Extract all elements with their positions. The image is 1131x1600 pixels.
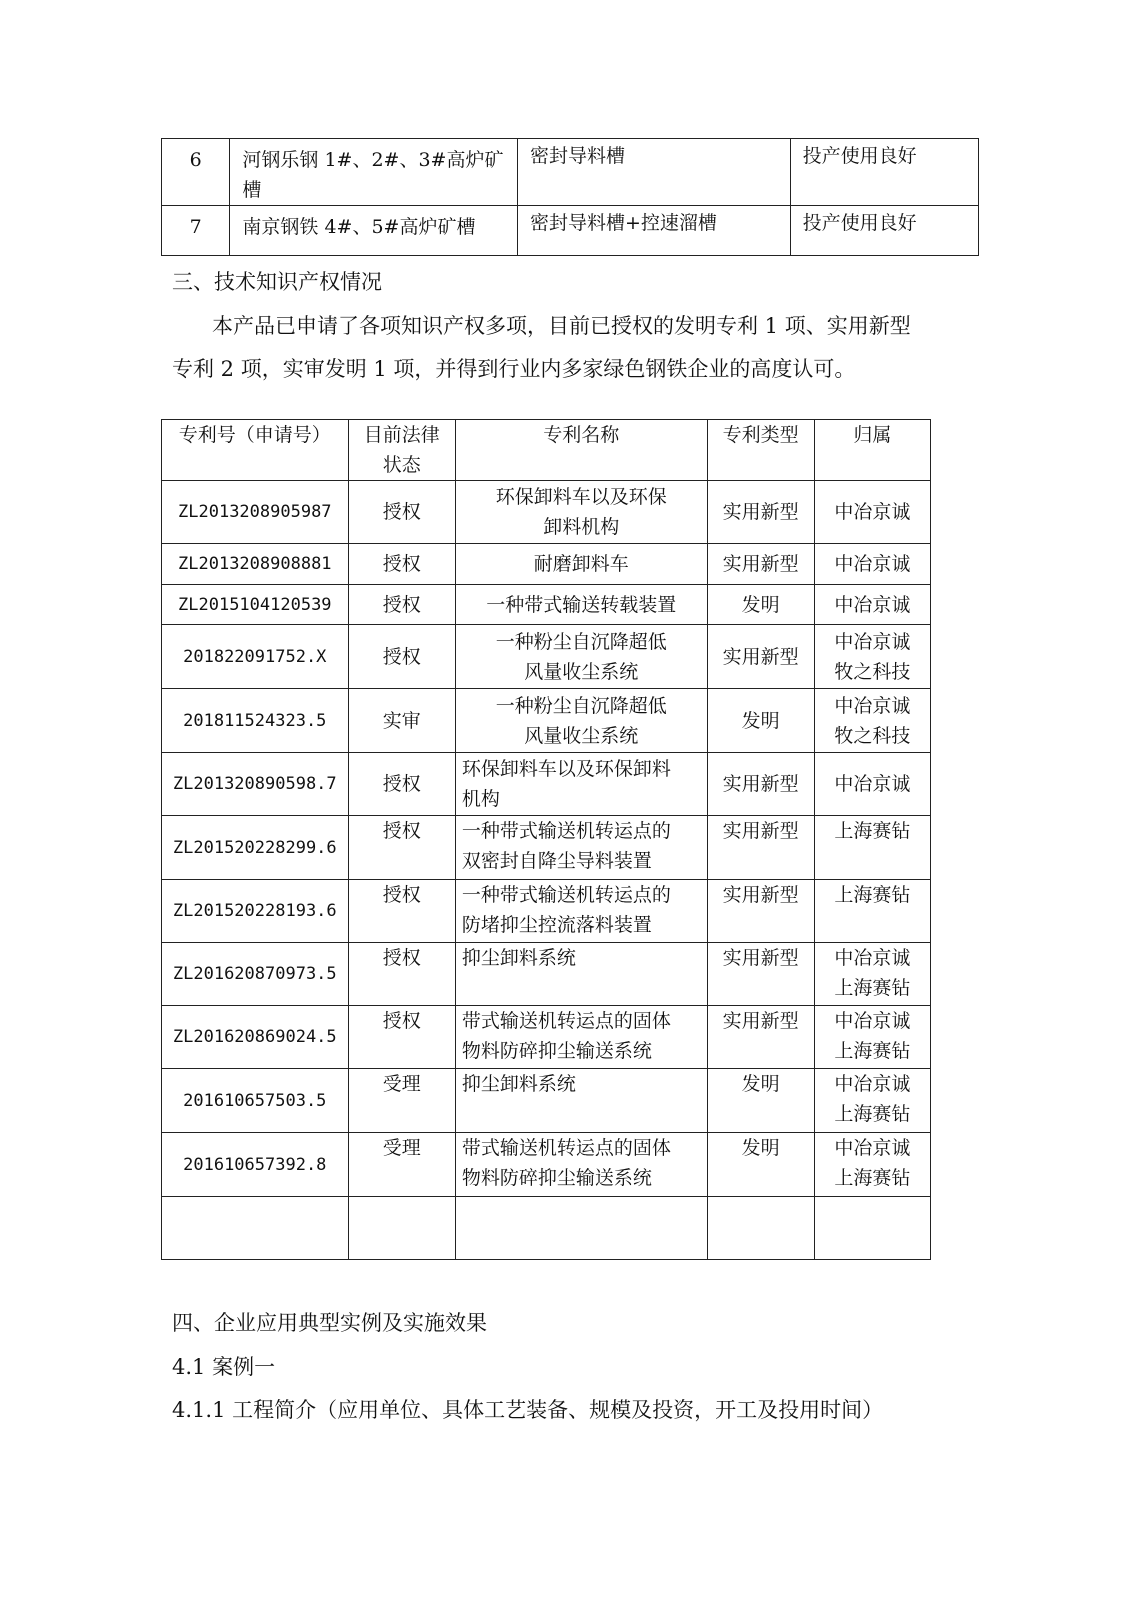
patent-type-cell: [707, 880, 814, 943]
patent-number: 201822091752.X: [183, 646, 327, 667]
section-heading: 四、企业应用典型实例及实施效果: [172, 1311, 487, 1335]
patent-name-cell: [455, 880, 707, 943]
owner-cell: [814, 816, 930, 880]
legal-status-cell: [348, 1133, 455, 1197]
patent-name-cell: [455, 753, 707, 816]
owner-line: 中冶京诚: [834, 694, 911, 717]
header-status: [348, 420, 455, 481]
patent-name-cell: [455, 1069, 707, 1133]
patent-name-line: 机构: [461, 788, 500, 810]
owner-line: 中冶京诚: [834, 1137, 911, 1159]
patent-type: 实用新型: [722, 645, 799, 668]
owner-cell: [814, 481, 930, 544]
legal-status: 受理: [382, 1073, 421, 1095]
owner-cell: [814, 753, 930, 816]
legal-status-cell: [348, 625, 455, 689]
legal-status-cell: [348, 689, 455, 753]
owner-line: 中冶京诚: [834, 773, 911, 795]
patent-number: ZL2013208908881: [178, 554, 332, 574]
patent-name-line: 风量收尘系统: [524, 660, 639, 683]
patent-number-cell: [162, 943, 349, 1006]
owner-cell: [814, 585, 930, 625]
row-number: 6: [162, 139, 230, 206]
patent-type-cell: [707, 816, 814, 880]
owner-cell: [814, 880, 930, 943]
patent-name-line: 物料防碎抑尘输送系统: [461, 1167, 652, 1189]
row-number: 7: [162, 206, 230, 256]
patent-type-cell: [707, 625, 814, 689]
patent-name-line: 一种带式输送转载装置: [486, 593, 677, 616]
paragraph-line: 专利 2 项，实审发明 1 项，并得到行业内多家绿色钢铁企业的高度认可。: [172, 357, 856, 381]
patent-table: [161, 419, 931, 1260]
owner-cell: [814, 625, 930, 689]
legal-status-cell: [348, 1069, 455, 1133]
patent-name-line: 防堵抑尘控流落料装置: [461, 914, 652, 936]
table-row: [162, 689, 931, 753]
owner-line: 中冶京诚: [834, 1073, 911, 1095]
status-cell: 投产使用良好: [790, 139, 978, 206]
patent-number-cell: [162, 689, 349, 753]
patent-number: 201610657392.8: [183, 1154, 327, 1175]
patent-name-cell: [455, 1006, 707, 1069]
owner-cell: [814, 1006, 930, 1069]
patent-name-cell: [455, 1133, 707, 1197]
patent-number: ZL201520228193.6: [172, 901, 337, 921]
owner-line: 上海赛钻: [834, 1103, 911, 1125]
owner-cell: [814, 544, 930, 585]
owner-cell: [814, 943, 930, 1006]
table-row: [162, 943, 931, 1006]
subsection-heading: 4.1.1 工程简介（应用单位、具体工艺装备、规模及投资，开工及投用时间）: [172, 1398, 884, 1422]
patent-name-line: 风量收尘系统: [524, 724, 639, 747]
table-row: [162, 1133, 931, 1197]
patent-name-cell: [455, 585, 707, 625]
status-cell: 投产使用良好: [790, 206, 978, 256]
table-row: [162, 1069, 931, 1133]
patent-number-cell: [162, 1069, 349, 1133]
patent-number: 201610657503.5: [183, 1090, 327, 1111]
patent-name-line: 耐磨卸料车: [533, 553, 629, 575]
table-row: [162, 625, 931, 689]
patent-number-cell: [162, 753, 349, 816]
patent-name-cell: [455, 481, 707, 544]
patent-number: ZL201320890598.7: [172, 774, 337, 794]
legal-status-cell: [348, 585, 455, 625]
empty-cell: [455, 1197, 707, 1260]
legal-status: 授权: [382, 1010, 421, 1032]
patent-number-cell: [162, 585, 349, 625]
legal-status-cell: [348, 1006, 455, 1069]
equipment-cell: 密封导料槽+控速溜槽: [518, 206, 791, 256]
patent-name-line: 环保卸料车以及环保卸料: [461, 758, 671, 780]
header-type: 专利类型: [707, 420, 814, 481]
table-row: [162, 544, 931, 585]
legal-status: 授权: [382, 501, 421, 523]
patent-name-line: 物料防碎抑尘输送系统: [461, 1040, 652, 1062]
patent-type: 发明: [741, 593, 780, 616]
legal-status-cell: [348, 544, 455, 585]
site-cell: 河钢乐钢 1#、2#、3#高炉矿槽: [230, 139, 518, 206]
table-row: [162, 753, 931, 816]
patent-name-line: 双密封自降尘导料装置: [461, 850, 652, 872]
patent-name-line: 一种带式输送机转运点的: [461, 820, 671, 842]
owner-cell: [814, 1069, 930, 1133]
patent-type: 发明: [741, 1137, 780, 1159]
patent-name-line: 一种粉尘自沉降超低: [495, 694, 667, 717]
site-cell: 南京钢铁 4#、5#高炉矿槽: [230, 206, 518, 256]
header-patent-no: 专利号（申请号）: [162, 420, 349, 481]
patent-name-line: 带式输送机转运点的固体: [461, 1137, 671, 1159]
patent-type: 发明: [741, 709, 780, 732]
empty-cell: [162, 1197, 349, 1260]
patent-number-cell: [162, 625, 349, 689]
owner-line: 中冶京诚: [834, 1010, 911, 1032]
empty-cell: [814, 1197, 930, 1260]
patent-type-cell: [707, 1069, 814, 1133]
patent-number-cell: [162, 816, 349, 880]
legal-status-cell: [348, 481, 455, 544]
patent-type-cell: [707, 753, 814, 816]
legal-status: 授权: [382, 820, 421, 842]
patent-type: 实用新型: [722, 501, 799, 523]
patent-number: ZL201620870973.5: [172, 964, 337, 984]
legal-status-cell: [348, 753, 455, 816]
table-row: [162, 585, 931, 625]
patent-type-cell: [707, 544, 814, 585]
patent-number-cell: [162, 1006, 349, 1069]
owner-line: 中冶京诚: [834, 947, 911, 969]
patent-number-cell: [162, 481, 349, 544]
patent-type: 发明: [741, 1073, 780, 1095]
patent-number: ZL201520228299.6: [172, 837, 337, 858]
legal-status: 授权: [382, 884, 421, 906]
table-row: [162, 1006, 931, 1069]
owner-line: 中冶京诚: [834, 630, 911, 653]
patent-type-cell: [707, 943, 814, 1006]
section-heading: 三、技术知识产权情况: [172, 270, 382, 294]
patent-number-cell: [162, 880, 349, 943]
patent-type: 实用新型: [722, 884, 799, 906]
patent-type: 实用新型: [722, 820, 799, 842]
patent-number-cell: [162, 544, 349, 585]
owner-line: 上海赛钻: [834, 884, 911, 906]
table-row: [162, 481, 931, 544]
patent-type: 实用新型: [722, 947, 799, 969]
patent-type-cell: [707, 689, 814, 753]
legal-status: 受理: [382, 1137, 421, 1159]
table-header-row: [162, 420, 931, 481]
patent-name-line: 卸料机构: [543, 516, 620, 538]
header-status-line2: 状态: [382, 454, 421, 476]
legal-status-cell: [348, 816, 455, 880]
patent-type-cell: [707, 481, 814, 544]
owner-line: 中冶京诚: [834, 501, 911, 523]
header-name: 专利名称: [455, 420, 707, 481]
patent-type: 实用新型: [722, 773, 799, 795]
owner-line: 上海赛钻: [834, 820, 911, 842]
patent-name-line: 环保卸料车以及环保: [495, 486, 667, 508]
application-table: [161, 138, 979, 256]
owner-line: 上海赛钻: [834, 977, 911, 999]
patent-name-line: 带式输送机转运点的固体: [461, 1010, 671, 1032]
patent-type: 实用新型: [722, 1010, 799, 1032]
paragraph-line: 本产品已申请了各项知识产权多项，目前已授权的发明专利 1 项、实用新型: [212, 314, 911, 338]
empty-cell: [348, 1197, 455, 1260]
patent-name-cell: [455, 544, 707, 585]
patent-name-cell: [455, 625, 707, 689]
legal-status: 授权: [382, 645, 421, 668]
patent-name-cell: [455, 816, 707, 880]
legal-status: 授权: [382, 593, 421, 616]
legal-status: 授权: [382, 553, 421, 575]
patent-type-cell: [707, 1133, 814, 1197]
owner-line: 上海赛钻: [834, 1167, 911, 1189]
patent-number: ZL2013208905987: [178, 502, 332, 522]
owner-line: 牧之科技: [834, 660, 911, 683]
empty-table-row: [162, 1197, 931, 1260]
owner-line: 上海赛钻: [834, 1040, 911, 1062]
patent-number-cell: [162, 1133, 349, 1197]
patent-type-cell: [707, 585, 814, 625]
patent-number: ZL201620869024.5: [172, 1027, 337, 1047]
legal-status: 授权: [382, 947, 421, 969]
table-row: [162, 880, 931, 943]
legal-status-cell: [348, 880, 455, 943]
patent-name-cell: [455, 689, 707, 753]
owner-line: 中冶京诚: [834, 553, 911, 575]
patent-type-cell: [707, 1006, 814, 1069]
owner-cell: [814, 1133, 930, 1197]
empty-cell: [707, 1197, 814, 1260]
owner-line: 牧之科技: [834, 724, 911, 747]
table-row: [162, 816, 931, 880]
patent-type: 实用新型: [722, 553, 799, 575]
patent-name-line: 一种粉尘自沉降超低: [495, 630, 667, 653]
patent-name-cell: [455, 943, 707, 1006]
legal-status: 授权: [382, 773, 421, 795]
owner-line: 中冶京诚: [834, 593, 911, 616]
legal-status: 实审: [382, 709, 421, 732]
patent-name-line: 一种带式输送机转运点的: [461, 884, 671, 906]
patent-number: ZL2015104120539: [178, 594, 332, 615]
owner-cell: [814, 689, 930, 753]
table-row: [162, 206, 979, 256]
header-owner: 归属: [814, 420, 930, 481]
header-status-line1: 目前法律: [363, 424, 440, 446]
subsection-heading: 4.1 案例一: [172, 1355, 276, 1379]
patent-number: 201811524323.5: [183, 710, 327, 731]
patent-name-line: 抑尘卸料系统: [461, 947, 576, 969]
table-row: [162, 139, 979, 206]
patent-name-line: 抑尘卸料系统: [461, 1073, 576, 1095]
legal-status-cell: [348, 943, 455, 1006]
equipment-cell: 密封导料槽: [518, 139, 791, 206]
